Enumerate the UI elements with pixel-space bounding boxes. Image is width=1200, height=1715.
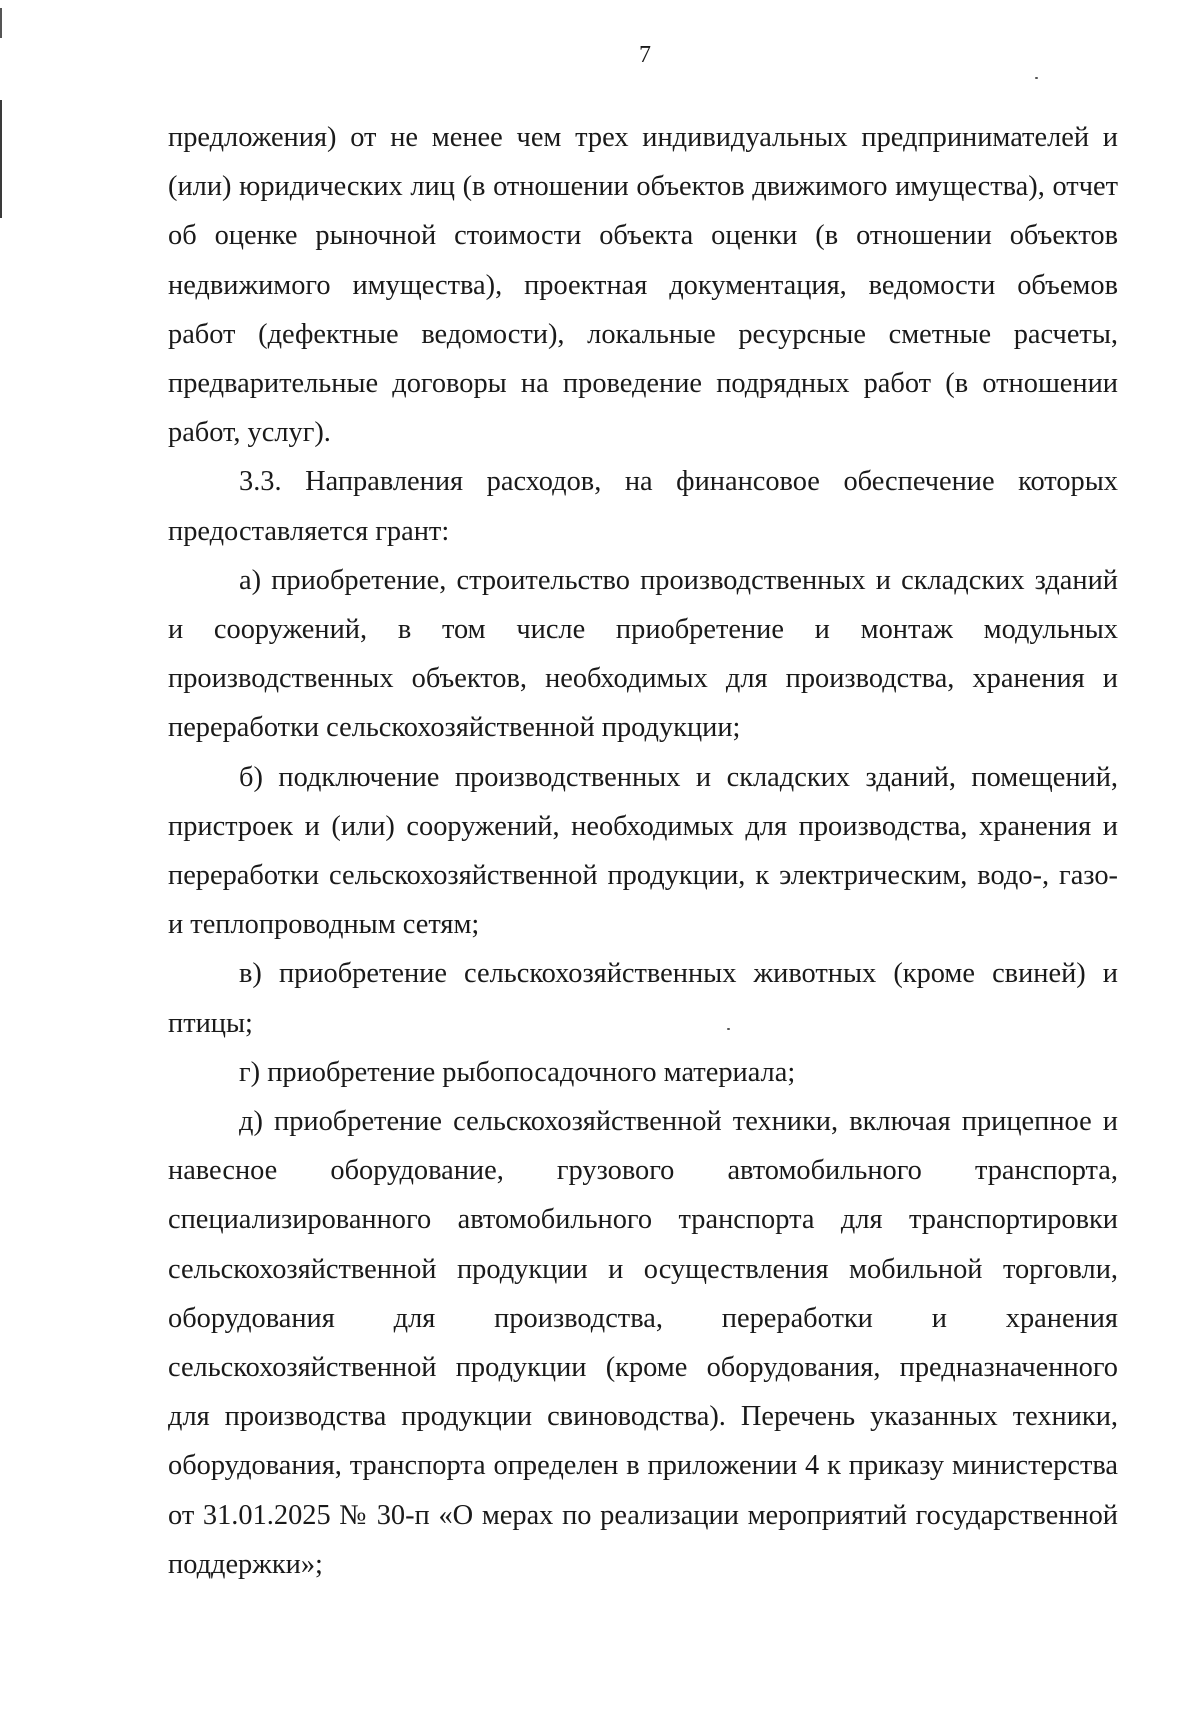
paragraph-item-v: в) приобретение сельскохозяйственных животных (кроме свиней) и птицы; [168,958,1118,1039]
paragraph-section-3-3: 3.3. Направления расходов, на финансовое обеспечение которых предоставляется грант: [168,466,1118,547]
paragraph-item-g: г) приобретение рыбопосадочного материала; [239,1056,796,1088]
paragraph-item-b: б) подключение производственных и складских зданий, помещений, пристроек и (или) сооружений, необходимых для производства, хранения и переработки сельскохозяйственной продукции, к электрическим, водо-, газо- и теплопроводным сетям; [168,761,1118,941]
paragraph-item-d: д) приобретение сельскохозяйственной техники, включая прицепное и навесное оборудование, грузового автомобильного транспорта, специализированного автомобильного транспорта для транспортировки сельскохозяйственной продукции и осуществления мобильной торговли, оборудования для производства, переработки и хранения сельскохозяйственной продукции (кроме оборудования, предназначенного для производства продукции свиноводства). Перечень указанных техники, оборудования, транспорта определен в приложении 4 к приказу министерства от 31.01.2025 № 30-п «О мерах по реализации мероприятий государственной поддержки»; [168,1106,1118,1580]
paragraph-item-a: а) приобретение, строительство производственных и складских зданий и сооружений, в том числе приобретение и монтаж модульных производственных объектов, необходимых для производства, хранения и переработки сельскохозяйственной продукции; [168,564,1118,744]
scan-speck [1035,77,1038,79]
paragraph-continuation: предложения) от не менее чем трех индивидуальных предпринимателей и (или) юридических лиц (в отношении объектов движимого имущества), отчет об оценке рыночной стоимости объекта оценки (в отношении объектов недвижимого имущества), проектная документация, ведомости объемов работ (дефектные ведомости), локальные ресурсные сметные расчеты, предварительные договоры на проведение подрядных работ (в отношении работ, услуг). [168,122,1118,449]
binding-mark-top [0,8,2,38]
document-body [168,113,1118,1589]
binding-mark [0,100,2,218]
page-number: 7 [639,42,651,68]
